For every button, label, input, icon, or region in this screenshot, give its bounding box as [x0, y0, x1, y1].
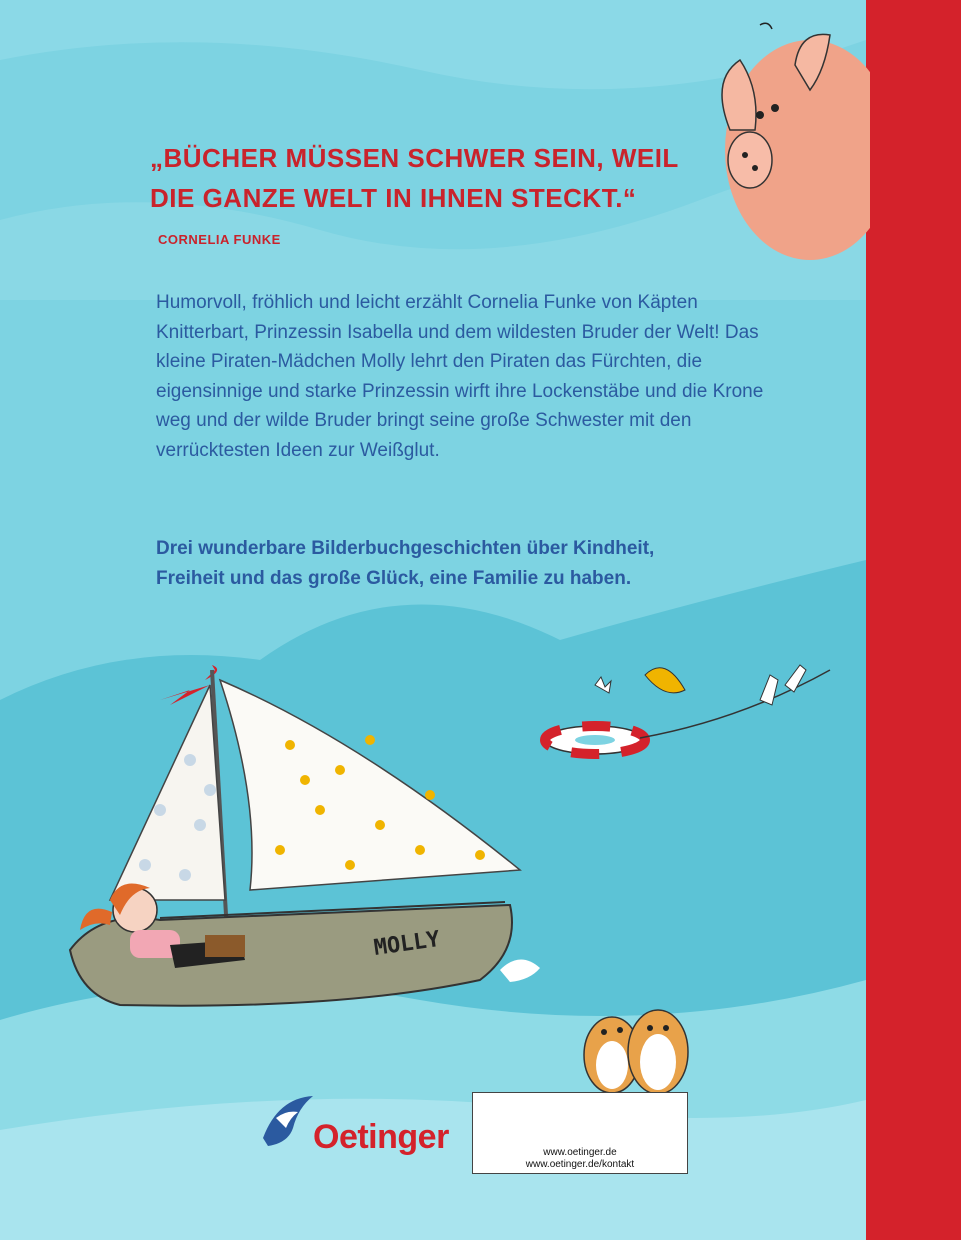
publisher-contact-url[interactable]: www.oetinger.de/kontakt [525, 1159, 635, 1170]
quote-line-2: DIE GANZE WELT IN IHNEN STECKT.“ [150, 183, 637, 213]
boat-name: MOLLY [372, 926, 442, 961]
hamsters-illustration [580, 990, 690, 1100]
lifebuoy-illustration [540, 630, 840, 770]
blurb-paragraph: Humorvoll, fröhlich und leicht erzählt Cornelia Funke von Käpten Knitterbart, Prinzessin Isabella und dem wildesten Bruder der Welt! Das kleine Piraten-Mädchen Molly lehrt den Piraten das Fürchten, die eigensinnige und starke Prinzessin wirft ihre Lockenstäbe und die Krone weg und der wilde Bruder bringt seine große Schwester mit den verrücktesten Ideen zur Weißglut. [156, 292, 764, 461]
barcode-area [472, 1092, 688, 1174]
quote-author: CORNELIA FUNKE [158, 232, 281, 247]
publisher-logo-text: Oetinger [313, 1118, 449, 1156]
blurb-highlight-line-1: Drei wunderbare Bilderbuchgeschichten über Kindheit, [156, 538, 655, 559]
book-spine [866, 0, 961, 1240]
blurb-highlight-line-2: Freiheit und das große Glück, eine Familie zu haben. [156, 567, 632, 589]
blurb-highlight [156, 534, 796, 593]
quote-line-1: „BÜCHER MÜSSEN SCHWER SEIN, WEIL [150, 143, 679, 173]
sailboat-illustration [40, 650, 560, 1030]
oetinger-logo-icon [258, 1088, 318, 1148]
quote [150, 138, 750, 218]
publisher-url[interactable]: www.oetinger.de [543, 1147, 617, 1158]
